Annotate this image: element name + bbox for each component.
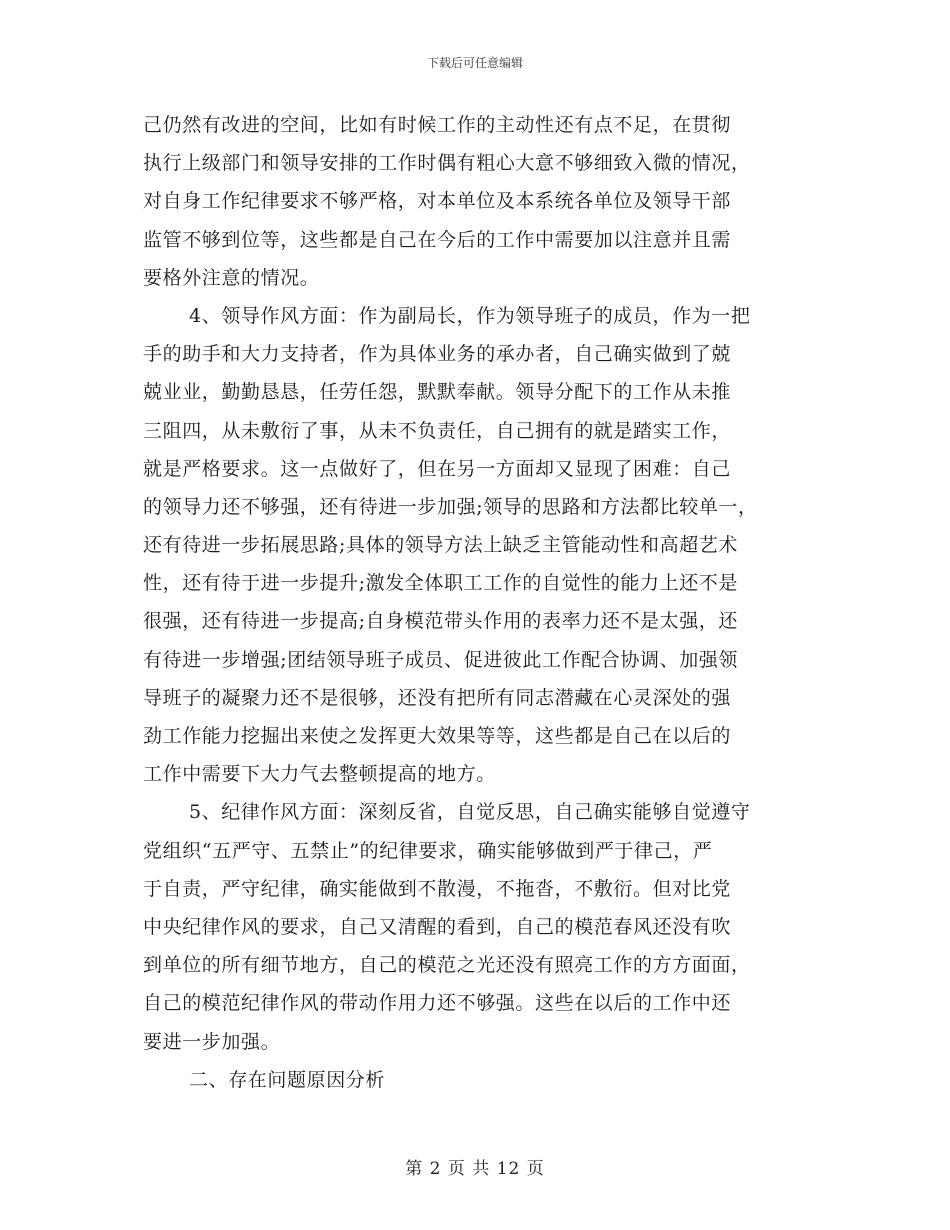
text-line: 对自身工作纪律要求不够严格，对本单位及本系统各单位及领导干部 (143, 190, 732, 213)
text-line: 兢业业，勤勤恳恳，任劳任怨，默默奉献。领导分配下的工作从未推 (143, 381, 732, 404)
text-line: 性，还有待于进一步提升;激发全体职工工作的自觉性的能力上还不是 (143, 572, 739, 595)
page-header: 下载后可任意编辑 (426, 56, 523, 70)
text-line: 要格外注意的情况。 (143, 266, 320, 289)
text-line: 三阻四，从未敷衍了事，从未不负责任，自己拥有的就是踏实工作， (143, 419, 732, 442)
text-line: 二、存在问题原因分析 (189, 1068, 386, 1091)
text-line: 到单位的所有细节地方，自己的模范之光还没有照亮工作的方方面面， (143, 954, 751, 977)
text-line: 党组织“五严守、五禁止”的纪律要求，确实能够做到严于律己，严 (143, 839, 713, 862)
text-line: 5、纪律作风方面：深刻反省，自觉反思，自己确实能够自觉遵守 (189, 801, 751, 824)
text-line: 有待进一步增强;团结领导班子成员、促进彼此工作配合协调、加强领 (143, 648, 739, 671)
text-line: 手的助手和大力支持者，作为具体业务的承办者，自己确实做到了兢 (143, 343, 732, 366)
text-line: 监管不够到位等，这些都是自己在今后的工作中需要加以注意并且需 (143, 228, 732, 251)
text-line: 自己的模范纪律作风的带动作用力还不够强。这些在以后的工作中还 (143, 992, 732, 1015)
page-number-footer: 第 2 页 共 12 页 (405, 1159, 545, 1179)
text-line: 工作中需要下大力气去整顿提高的地方。 (143, 763, 496, 786)
text-line: 还有待进一步拓展思路;具体的领导方法上缺乏主管能动性和高超艺术 (143, 534, 739, 557)
text-line: 执行上级部门和领导安排的工作时偶有粗心大意不够细致入微的情况， (143, 152, 751, 175)
text-line: 4、领导作风方面：作为副局长，作为领导班子的成员，作为一把 (189, 304, 751, 327)
text-line: 于自责，严守纪律，确实能做到不散漫，不拖沓，不敷衍。但对比党 (143, 877, 732, 900)
text-line: 中央纪律作风的要求，自己又清醒的看到，自己的模范春风还没有吹 (143, 915, 732, 938)
text-line: 就是严格要求。这一点做好了，但在另一方面却又显现了困难：自己 (143, 457, 732, 480)
text-line: 劲工作能力挖掘出来使之发挥更大效果等等，这些都是自己在以后的 (143, 725, 732, 747)
text-line: 导班子的凝聚力还不是很够，还没有把所有同志潜藏在心灵深处的强 (143, 686, 732, 709)
text-line: 的领导力还不够强，还有待进一步加强;领导的思路和方法都比较单一， (143, 495, 758, 518)
text-line: 己仍然有改进的空间，比如有时候工作的主动性还有点不足，在贯彻 (143, 114, 732, 136)
document-body (143, 106, 808, 1099)
text-line: 很强，还有待进一步提高;自身模范带头作用的表率力还不是太强，还 (143, 610, 739, 633)
text-line: 要进一步加强。 (143, 1030, 281, 1053)
